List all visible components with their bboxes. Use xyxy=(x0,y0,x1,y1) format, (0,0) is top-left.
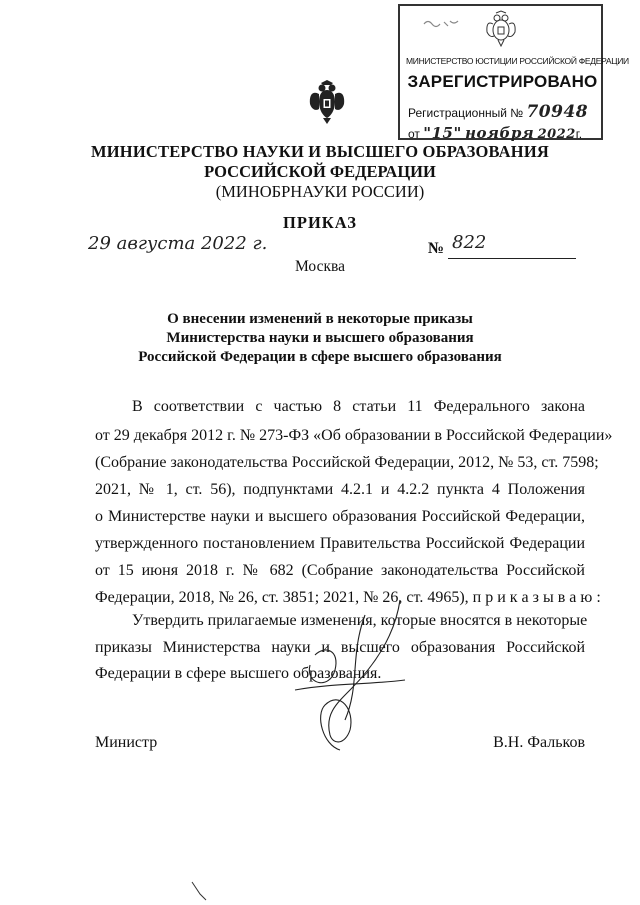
stamp-ministry-name: МИНИСТЕРСТВО ЮСТИЦИИ РОССИЙСКОЙ ФЕДЕРАЦИИ xyxy=(406,56,629,66)
paragraph2-line: приказы Министерства науки и высшего образования Российской xyxy=(95,639,585,656)
stamp-date-month: ноября xyxy=(465,124,535,142)
paragraph1-line: от 15 июня 2018 г. № 682 (Собрание законодательства Российской xyxy=(95,562,585,579)
stamp-reg-number-row xyxy=(408,102,588,122)
stamp-date-year: 2022 xyxy=(537,127,576,142)
document-type: ПРИКАЗ xyxy=(283,213,357,232)
pen-mark-icon xyxy=(190,880,210,902)
ministry-short-name: (МИНОБРНАУКИ РОССИИ) xyxy=(215,182,425,201)
stamp-date-suffix: г. xyxy=(575,127,583,141)
stamp-smudge-icon xyxy=(422,16,462,30)
signatory-position: Министр xyxy=(95,734,158,751)
signatory-name: В.Н. Фальков xyxy=(493,734,585,751)
stamp-reg-label: Регистрационный № xyxy=(408,106,524,120)
handwritten-signature-icon xyxy=(255,595,425,755)
order-city: Москва xyxy=(295,258,345,275)
order-title-line1: О внесении изменений в некоторые приказы xyxy=(167,311,473,327)
paragraph1-line: о Министерстве науки и высшего образования Российской Федерации, xyxy=(95,508,585,525)
order-number: 822 xyxy=(452,232,487,253)
paragraph1-line: (Собрание законодательства Российской Федерации, 2012, № 53, ст. 7598; xyxy=(95,454,599,471)
order-title-line3: Российской Федерации в сфере высшего образования xyxy=(138,349,502,365)
stamp-reg-number: 70948 xyxy=(526,102,589,122)
ministry-name-line1: МИНИСТЕРСТВО НАУКИ И ВЫСШЕГО ОБРАЗОВАНИЯ xyxy=(91,142,549,161)
stamp-eagle-emblem-icon xyxy=(484,10,518,48)
stamp-registered-label: ЗАРЕГИСТРИРОВАНО xyxy=(407,72,598,91)
paragraph1-line: от 29 декабря 2012 г. № 273-ФЗ «Об образовании в Российской Федерации» xyxy=(95,427,613,444)
paragraph2-line: Федерации в сфере высшего образования. xyxy=(95,665,382,682)
order-title-line2: Министерства науки и высшего образования xyxy=(166,330,474,346)
paragraph1-line: утвержденного постановлением Правительства Российской Федерации xyxy=(95,535,585,552)
order-date: 29 августа 2022 г. xyxy=(88,233,268,254)
stamp-date-day: "15" xyxy=(423,124,462,142)
order-number-sign: № xyxy=(428,240,445,257)
paragraph1-line: 2021, № 1, ст. 56), подпунктами 4.2.1 и 4.2.2 пункта 4 Положения xyxy=(95,481,585,498)
stamp-date-row xyxy=(408,124,582,142)
stamp-date-prefix: от xyxy=(408,127,420,141)
paragraph1-line: Федерации, 2018, № 26, ст. 3851; 2021, № 26, ст. 4965), п р и к а з ы в а ю : xyxy=(95,589,601,606)
registration-stamp xyxy=(398,4,629,142)
ministry-name-line2: РОССИЙСКОЙ ФЕДЕРАЦИИ xyxy=(204,162,436,181)
paragraph1-line: В соответствии с частью 8 статьи 11 Федерального закона xyxy=(132,398,585,415)
paragraph2-line: Утвердить прилагаемые изменения, которые вносятся в некоторые xyxy=(132,612,588,629)
coat-of-arms-icon xyxy=(308,80,346,124)
